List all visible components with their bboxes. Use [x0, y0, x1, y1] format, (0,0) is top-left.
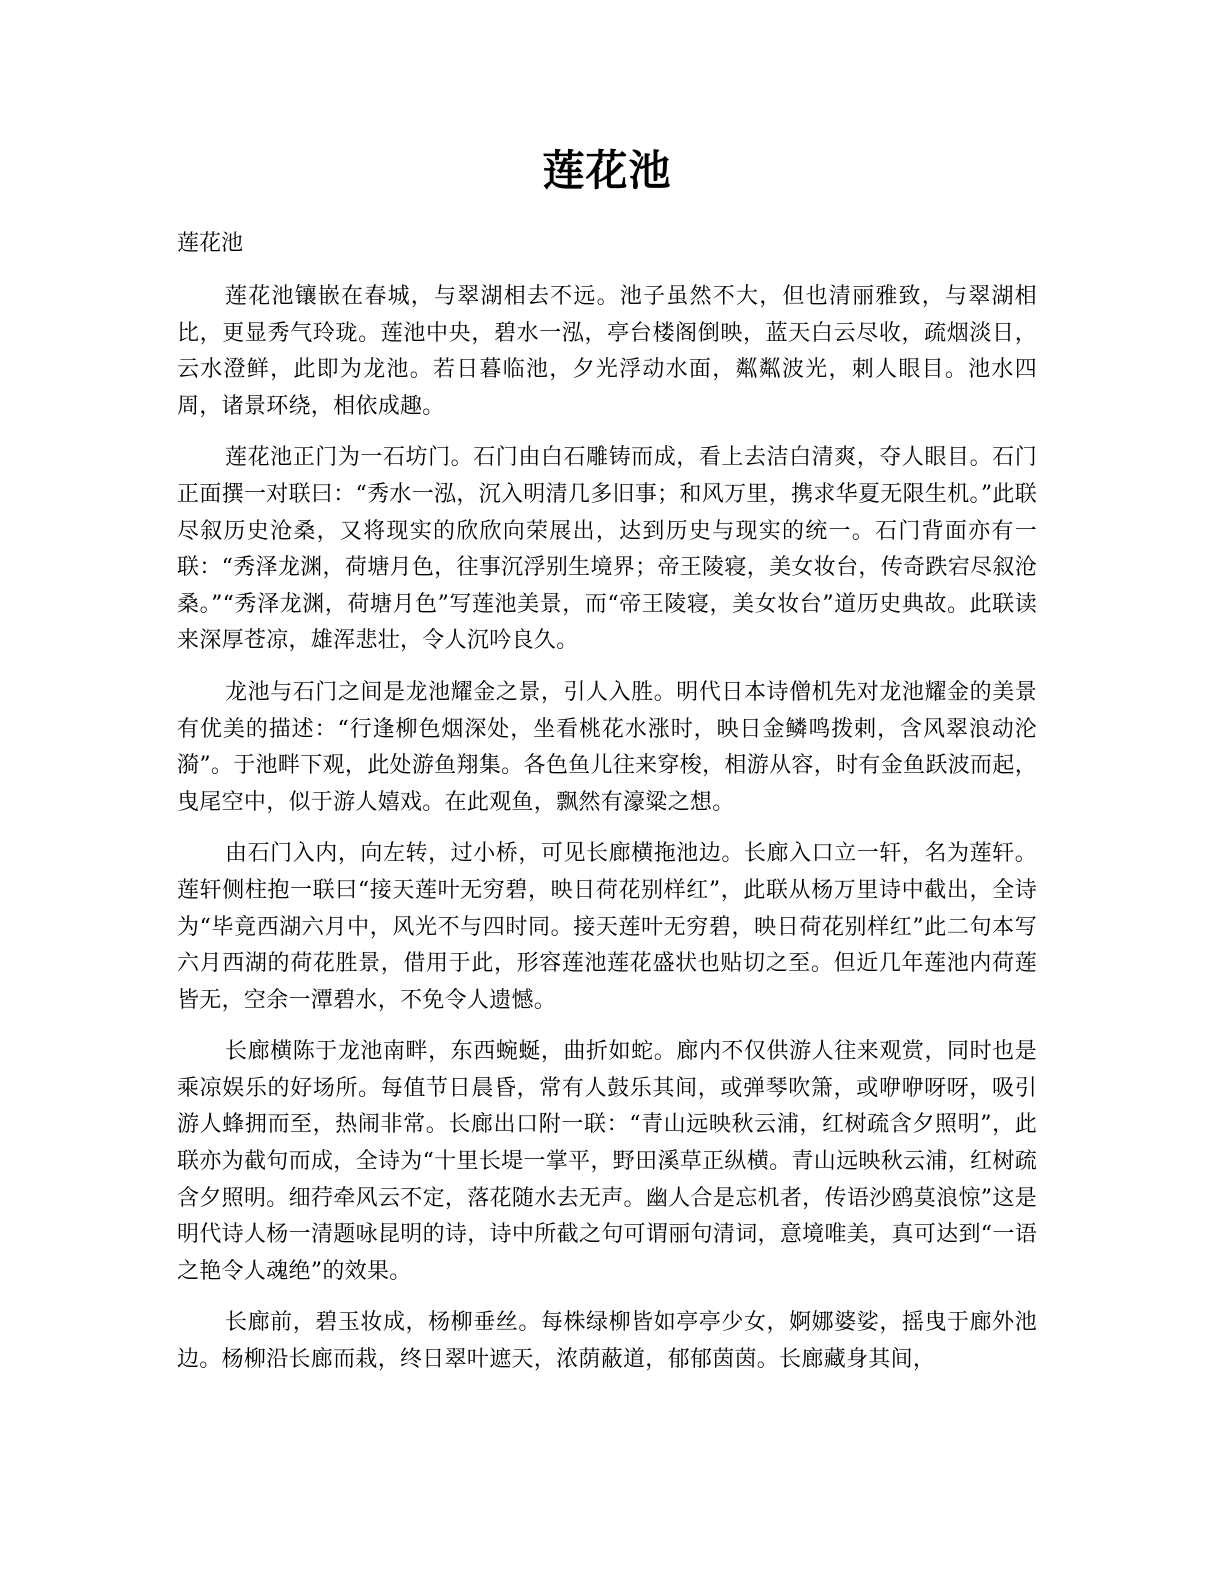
paragraph-5: 长廊横陈于龙池南畔，东西蜿蜒，曲折如蛇。廊内不仅供游人往来观赏，同时也是乘凉娱乐的好场所。每值节日晨昏，常有人鼓乐其间，或弹琴吹箫，或咿咿呀呀，吸引游人蜂拥而至，热闹非常。长廊出口附一联：“青山远映秋云浦，红树疏含夕照明”，此联亦为截句而成，全诗为“十里长堤一掌平，野田溪草正纵横。青山远映秋云浦，红树疏含夕照明。细荇牵风云不定，落花随水去无声。幽人合是忘机者，传语沙鸥莫浪惊”这是明代诗人杨一清题咏昆明的诗，诗中所截之句可谓丽句清词，意境唯美，真可达到“一语之艳令人魂绝”的效果。	[177, 1039, 1037, 1284]
paragraph-3: 龙池与石门之间是龙池耀金之景，引人入胜。明代日本诗僧机先对龙池耀金的美景有优美的描述：“行逢柳色烟深处，坐看桃花水涨时，映日金鳞鸣拨剌，含风翠浪动沦漪”。于池畔下观，此处游鱼翔集。各色鱼儿往来穿梭，相游从容，时有金鱼跃波而起，曳尾空中，似于游人嬉戏。在此观鱼，飘然有濠粱之想。	[177, 679, 1037, 815]
article-body	[177, 279, 1037, 1394]
paragraph-2: 莲花池正门为一石坊门。石门由白石雕铸而成，看上去洁白清爽，夺人眼目。石门正面撰一对联曰：“秀水一泓，沉入明清几多旧事；和风万里，携求华夏无限生机。”此联尽叙历史沧桑，又将现实的欣欣向荣展出，达到历史与现实的统一。石门背面亦有一联：“秀泽龙渊，荷塘月色，往事沉浮别生境界；帝王陵寝，美女妆台，传奇跌宕尽叙沧桑。”“秀泽龙渊，荷塘月色”写莲池美景，而“帝王陵寝，美女妆台”道历史典故。此联读来深厚苍凉，雄浑悲壮，令人沉吟良久。	[177, 445, 1037, 654]
paragraph-6: 长廊前，碧玉妆成，杨柳垂丝。每株绿柳皆如亭亭少女，婀娜婆娑，摇曳于廊外池边。杨柳沿长廊而栽，终日翠叶遮天，浓荫蔽道，郁郁茵茵。长廊藏身其间，	[177, 1310, 1037, 1373]
page-title: 莲花池	[542, 146, 672, 195]
subtitle: 莲花池	[177, 231, 244, 256]
paragraph-1: 莲花池镶嵌在春城，与翠湖相去不远。池子虽然不大，但也清丽雅致，与翠湖相比，更显秀气玲珑。莲池中央，碧水一泓，亭台楼阁倒映，蓝天白云尽收，疏烟淡日，云水澄鲜，此即为龙池。若日暮临池，夕光浮动水面，粼粼波光，刺人眼目。池水四周，诸景环绕，相依成趣。	[177, 284, 1037, 419]
paragraph-4: 由石门入内，向左转，过小桥，可见长廊横拖池边。长廊入口立一轩，名为莲轩。莲轩侧柱抱一联曰“接天莲叶无穷碧，映日荷花别样红”，此联从杨万里诗中截出，全诗为“毕竟西湖六月中，风光不与四时同。接天莲叶无穷碧，映日荷花别样红”此二句本写六月西湖的荷花胜景，借用于此，形容莲池莲花盛状也贴切之至。但近几年莲池内荷莲皆无，空余一潭碧水，不免令人遗憾。	[177, 841, 1037, 1013]
